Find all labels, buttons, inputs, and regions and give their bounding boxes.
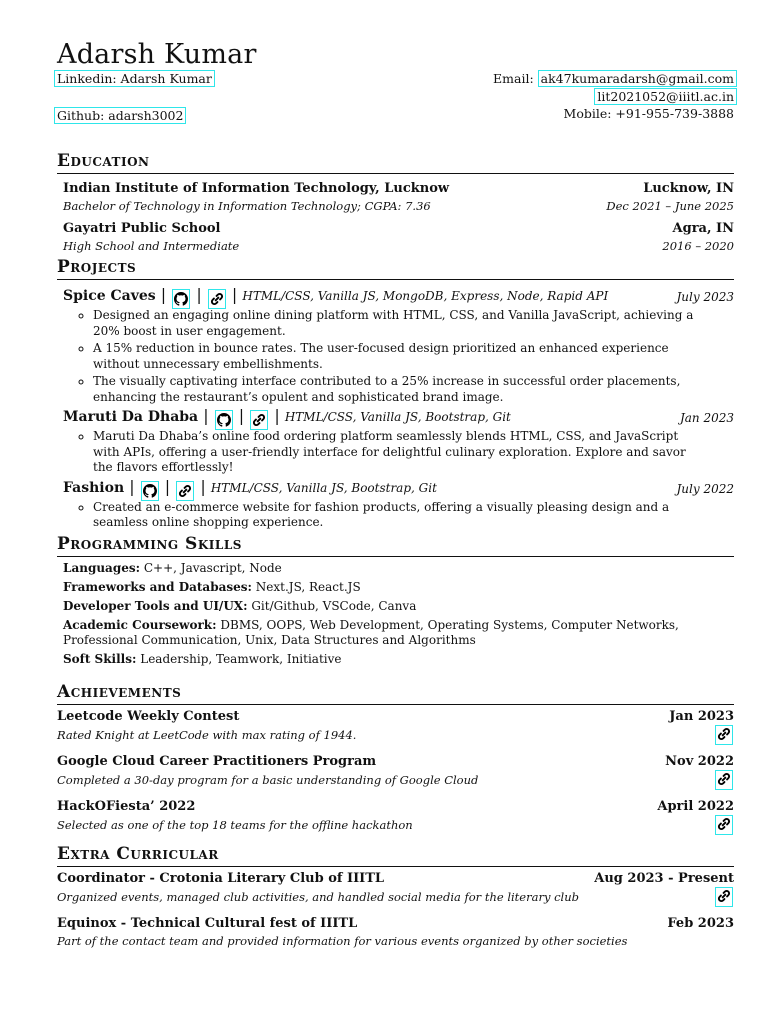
item-title-row xyxy=(57,708,734,725)
list-item: ◦ Maruti Da Dhaba’s online food ordering platform seamlessly blends HTML, CSS, and JavaScript with APIs, offering a user-friendly interface for delightful culinary exploration. Explore and savor the flavors effortlessly! xyxy=(93,429,734,476)
education-dates: Dec 2021 – June 2025 xyxy=(606,199,734,213)
projects-heading: Projects xyxy=(57,256,734,280)
project-header xyxy=(63,407,734,429)
project-name: Fashion xyxy=(63,479,125,496)
project-title-line xyxy=(63,406,511,430)
link-icon[interactable] xyxy=(715,887,733,907)
project-title-line xyxy=(63,285,608,309)
skill-value: Leadership, Teamwork, Initiative xyxy=(136,651,342,666)
item-description: Selected as one of the top 18 teams for the offline hackathon xyxy=(57,817,413,832)
skill-line xyxy=(63,618,734,648)
separator: | xyxy=(195,476,211,496)
skill-value: DBMS, OOPS, Web Development, Operating Systems, Computer Networks, Professional Communication, Unix, Data Structures and Algorithms xyxy=(63,617,679,647)
school-location: Agra, IN xyxy=(672,221,734,236)
education-row xyxy=(63,180,734,198)
project-bullets xyxy=(63,308,734,405)
github-icon[interactable] xyxy=(172,289,190,309)
item-title: Coordinator - Crotonia Literary Club of IIITL xyxy=(57,870,385,886)
skill-line xyxy=(63,561,734,576)
email-link-primary[interactable]: ak47kumaradarsh@gmail.com xyxy=(538,70,737,87)
separator: | xyxy=(233,406,250,425)
separator: | xyxy=(198,406,214,425)
item-title-row xyxy=(57,870,734,887)
item-description: Part of the contact team and provided information for various events organized by other societies xyxy=(57,933,628,948)
item-title-row xyxy=(57,915,734,932)
item-title: Equinox - Technical Cultural fest of IIITL xyxy=(57,915,358,931)
project-date: Jan 2023 xyxy=(679,411,734,425)
separator: | xyxy=(155,285,172,304)
candidate-name: Adarsh Kumar xyxy=(57,39,257,70)
skills-list xyxy=(57,561,734,667)
list-item: ◦ The visually captivating interface contributed to a 25% increase in successful order placements, enhancing the restaurant’s opulent and sophisticated brand image. xyxy=(93,374,734,405)
link-icon[interactable] xyxy=(176,481,194,501)
list-item xyxy=(57,708,734,745)
project-entry xyxy=(57,478,734,531)
item-desc-row xyxy=(57,932,734,950)
github-icon[interactable] xyxy=(215,410,233,430)
list-item: ◦ A 15% reduction in bounce rates. The user-focused design prioritized an enhanced experience without unnecessary embellishments. xyxy=(93,341,734,372)
skills-heading: Programming Skills xyxy=(57,533,734,557)
list-item: ◦ Designed an engaging online dining platform with HTML, CSS, and Vanilla JavaScript, achieving a 20% boost in user engagement. xyxy=(93,308,734,339)
item-title-row xyxy=(57,753,734,770)
list-item xyxy=(57,798,734,835)
degree-text: High School and Intermediate xyxy=(63,239,240,253)
item-date: April 2022 xyxy=(657,798,734,814)
contact-right xyxy=(493,70,737,124)
skill-line xyxy=(63,599,734,614)
item-description: Organized events, managed club activities, and handled social media for the literary club xyxy=(57,889,579,904)
project-header xyxy=(63,478,734,500)
item-desc-row xyxy=(57,770,734,790)
item-desc-row xyxy=(57,815,734,835)
education-heading: Education xyxy=(57,150,734,174)
project-entry xyxy=(57,286,734,405)
education-list xyxy=(57,180,734,254)
contact-header xyxy=(57,70,734,150)
link-icon[interactable] xyxy=(250,410,268,430)
education-entry xyxy=(57,220,734,254)
education-row xyxy=(63,220,734,238)
item-date: Aug 2023 - Present xyxy=(594,870,734,886)
item-date: Jan 2023 xyxy=(669,708,734,724)
item-desc-row xyxy=(57,725,734,745)
list-item xyxy=(57,915,734,950)
education-dates: 2016 – 2020 xyxy=(662,239,734,253)
skill-label: Academic Coursework: xyxy=(63,617,217,632)
item-description: Completed a 30-day program for a basic understanding of Google Cloud xyxy=(57,772,479,787)
project-title-line xyxy=(63,477,437,501)
school-location: Lucknow, IN xyxy=(643,181,734,196)
list-item xyxy=(57,870,734,907)
skill-value: Next.JS, React.JS xyxy=(251,579,361,594)
projects-list xyxy=(57,286,734,531)
project-entry xyxy=(57,407,734,476)
separator: | xyxy=(124,476,140,496)
item-title: HackOFiesta’ 2022 xyxy=(57,798,196,814)
school-name: Indian Institute of Information Technology, Lucknow xyxy=(63,181,450,196)
extracurricular-heading: Extra Curricular xyxy=(57,843,734,867)
link-icon[interactable] xyxy=(715,725,733,745)
skill-value: C++, Javascript, Node xyxy=(140,560,282,575)
email-link-college[interactable]: lit2021052@iiitl.ac.in xyxy=(594,88,737,105)
education-row xyxy=(63,238,734,254)
extracurricular-list xyxy=(57,870,734,950)
project-bullets xyxy=(63,429,734,476)
item-title-row xyxy=(57,798,734,815)
item-desc-row xyxy=(57,887,734,907)
link-icon[interactable] xyxy=(715,770,733,790)
item-title: Leetcode Weekly Contest xyxy=(57,708,240,724)
project-name: Spice Caves xyxy=(63,288,156,304)
list-item: ◦ Created an e-commerce website for fashion products, offering a visually pleasing design and a seamless online shopping experience. xyxy=(93,500,734,531)
skill-line xyxy=(63,580,734,595)
project-date: July 2022 xyxy=(676,481,734,496)
github-link[interactable]: Github: adarsh3002 xyxy=(54,107,186,124)
project-tech-stack: HTML/CSS, Vanilla JS, Bootstrap, Git xyxy=(210,480,437,495)
skill-label: Soft Skills: xyxy=(63,651,137,666)
email-label: Email: xyxy=(493,71,534,86)
project-header xyxy=(63,286,734,308)
skill-label: Languages: xyxy=(63,560,141,575)
project-name: Maruti Da Dhaba xyxy=(63,409,199,425)
mobile-number: Mobile: +91-955-739-3888 xyxy=(563,106,734,121)
separator: | xyxy=(159,476,176,496)
achievements-list xyxy=(57,708,734,835)
skill-line xyxy=(63,652,734,667)
github-icon[interactable] xyxy=(141,481,159,501)
item-description: Rated Knight at LeetCode with max rating of 1944. xyxy=(57,727,357,742)
separator: | xyxy=(226,285,243,304)
separator: | xyxy=(269,406,285,425)
skill-label: Developer Tools and UI/UX: xyxy=(63,598,248,613)
item-date: Nov 2022 xyxy=(665,753,734,769)
education-row xyxy=(63,198,734,214)
skill-value: Git/Github, VSCode, Canva xyxy=(247,598,417,613)
project-bullets xyxy=(63,500,734,531)
achievements-heading: Achievements xyxy=(57,681,734,705)
item-title: Google Cloud Career Practitioners Program xyxy=(57,753,377,769)
school-name: Gayatri Public School xyxy=(63,221,221,236)
project-date: July 2023 xyxy=(676,290,734,304)
linkedin-link[interactable]: Linkedin: Adarsh Kumar xyxy=(54,70,215,87)
resume-page xyxy=(57,40,734,950)
list-item xyxy=(57,753,734,790)
education-entry xyxy=(57,180,734,214)
skill-label: Frameworks and Databases: xyxy=(63,579,252,594)
project-tech-stack: HTML/CSS, Vanilla JS, Bootstrap, Git xyxy=(284,410,511,424)
link-icon[interactable] xyxy=(208,289,226,309)
link-icon[interactable] xyxy=(715,815,733,835)
degree-text: Bachelor of Technology in Information Technology; CGPA: 7.36 xyxy=(63,199,431,213)
item-date: Feb 2023 xyxy=(667,915,734,931)
separator: | xyxy=(191,285,207,304)
project-tech-stack: HTML/CSS, Vanilla JS, MongoDB, Express, Node, Rapid API xyxy=(242,289,609,303)
